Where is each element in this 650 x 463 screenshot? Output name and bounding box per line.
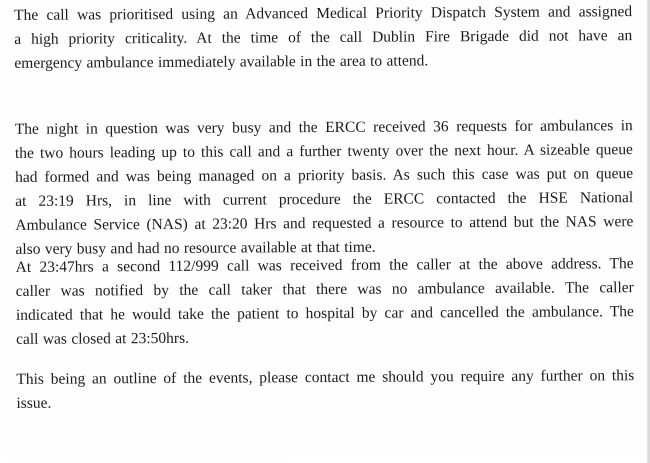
paragraph-second-call [16, 252, 635, 352]
text-line: caller was notified by the call taker that there was no ambulance available. The caller [15, 279, 634, 300]
text-line: The call was prioritised using an Advanced Medical Priority Dispatch System and assigned [14, 3, 633, 24]
text-line: indicated that he would take the patient to hospital by car and cancelled the ambulance. The [15, 303, 634, 324]
text-line: a high priority criticality. At the time of the call Dublin Fire Brigade did not have an [14, 27, 633, 48]
paragraph-closing [16, 364, 634, 416]
paragraph-busy-night [15, 114, 634, 262]
text-line: the two hours leading up to this call and a further twenty over the next hour. A sizeable queue [14, 141, 633, 162]
text-line: The night in question was very busy and the ERCC received 36 requests for ambulances in [14, 117, 633, 138]
text-line: emergency ambulance immediately available in the area to attend. [14, 52, 429, 72]
text-line: At 23:47hrs a second 112/999 call was received from the caller at the above address. The [15, 255, 634, 276]
text-line: Ambulance Service (NAS) at 23:20 Hrs and requested a resource to attend but the NAS were [15, 213, 634, 234]
paragraph-call-prioritisation [14, 0, 632, 76]
text-line: had formed and was being managed on a priority basis. As such this case was put on queue [15, 165, 634, 186]
text-line: This being an outline of the events, please contact me should you require any further on this [16, 367, 635, 388]
text-line: also very busy and had no resource available at that time. [15, 238, 376, 258]
text-line: at 23:19 Hrs, in line with current procedure the ERCC contacted the HSE National [15, 189, 634, 210]
text-line: call was closed at 23:50hrs. [16, 329, 190, 348]
text-line: issue. [16, 394, 52, 412]
